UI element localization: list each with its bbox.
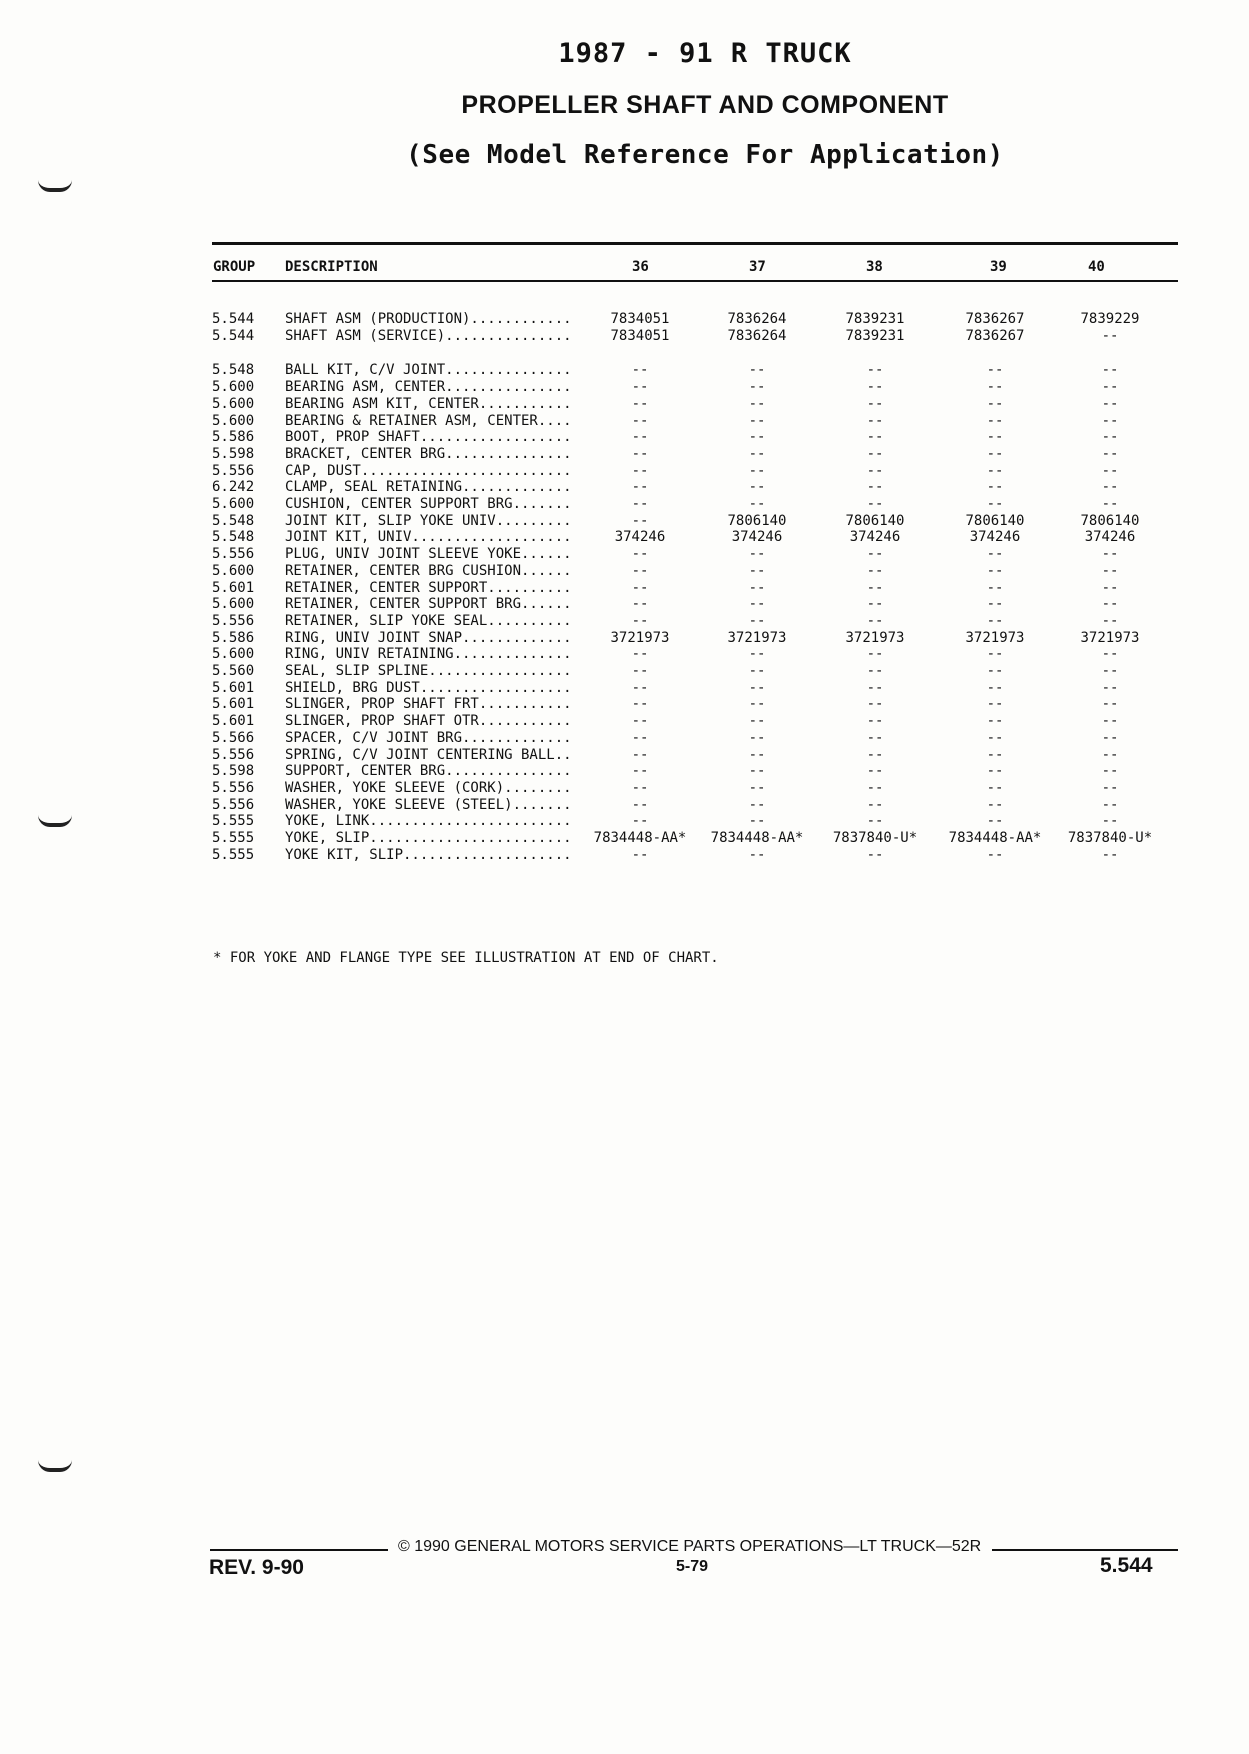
footer-rule-right [992,1549,1178,1551]
part-number-cell: -- [1101,646,1119,662]
group-cell: 5.586 [212,630,255,646]
part-number-cell: -- [866,563,884,579]
part-number-cell: -- [866,580,884,596]
group-cell: 5.601 [212,580,255,596]
part-number-cell: -- [986,546,1004,562]
part-number-cell: -- [748,646,766,662]
group-cell: 5.556 [212,613,255,629]
group-cell: 5.555 [212,813,255,829]
table-row [0,680,1249,697]
part-number-cell: -- [631,463,649,479]
part-number-cell: -- [1101,680,1119,696]
description-cell: SLINGER, PROP SHAFT OTR........... [285,713,572,729]
column-header-39: 39 [990,259,1007,275]
group-cell: 5.548 [212,529,255,545]
part-number-cell: -- [631,646,649,662]
group-cell: 5.598 [212,446,255,462]
part-number-cell: 374246 [1084,529,1136,545]
part-number-cell: 7834051 [610,328,670,344]
description-cell: RETAINER, SLIP YOKE SEAL.......... [285,613,572,629]
punch-hole-mark [38,1460,72,1472]
part-number-cell: 374246 [849,529,901,545]
part-number-cell: -- [631,429,649,445]
table-row [0,646,1249,663]
part-number-cell: 374246 [731,529,783,545]
table-row [0,429,1249,446]
part-number-cell: -- [986,797,1004,813]
part-number-cell: 7834448-AA* [948,830,1042,846]
part-number-cell: -- [866,730,884,746]
group-cell: 5.544 [212,328,255,344]
page-number: 5-79 [676,1558,709,1575]
part-number-cell: -- [1101,563,1119,579]
table-row [0,813,1249,830]
part-number-cell: -- [1101,580,1119,596]
part-number-cell: -- [1101,479,1119,495]
part-number-cell: -- [748,446,766,462]
part-number-cell: 374246 [614,529,666,545]
column-header-40: 40 [1088,259,1105,275]
column-header-36: 36 [632,259,649,275]
revision-label: REV. 9-90 [209,1556,304,1579]
part-number-cell: -- [1101,747,1119,763]
part-number-cell: -- [631,847,649,863]
part-number-cell: -- [748,596,766,612]
part-number-cell: -- [1101,713,1119,729]
part-number-cell: -- [986,396,1004,412]
part-number-cell: -- [1101,780,1119,796]
part-number-cell: -- [986,379,1004,395]
description-cell: SEAL, SLIP SPLINE................. [285,663,572,679]
part-number-cell: -- [986,463,1004,479]
part-number-cell: -- [631,362,649,378]
part-number-cell: -- [748,362,766,378]
description-cell: RING, UNIV RETAINING.............. [285,646,572,662]
part-number-cell: -- [748,730,766,746]
group-cell: 5.566 [212,730,255,746]
table-row [0,546,1249,563]
part-number-cell: -- [631,580,649,596]
part-number-cell: -- [866,446,884,462]
part-number-cell: 7839231 [845,328,905,344]
page-subtitle: PROPELLER SHAFT AND COMPONENT [461,91,949,119]
description-cell: BEARING ASM, CENTER............... [285,379,572,395]
table-row [0,696,1249,713]
table-row [0,362,1249,379]
part-number-cell: -- [748,429,766,445]
part-number-cell: -- [631,379,649,395]
part-number-cell: -- [631,730,649,746]
part-number-cell: -- [866,362,884,378]
part-number-cell: 3721973 [965,630,1025,646]
group-cell: 5.556 [212,780,255,796]
table-row [0,580,1249,597]
part-number-cell: -- [866,680,884,696]
description-cell: JOINT KIT, UNIV................... [285,529,572,545]
part-number-cell: -- [866,546,884,562]
part-number-cell: 7836267 [965,328,1025,344]
part-number-cell: -- [1101,696,1119,712]
group-cell: 6.242 [212,479,255,495]
description-cell: SHAFT ASM (PRODUCTION)............ [285,311,572,327]
part-number-cell: -- [631,680,649,696]
table-row [0,730,1249,747]
part-number-cell: -- [748,613,766,629]
page-title: 1987 - 91 R TRUCK [558,38,852,69]
part-number-cell: -- [631,446,649,462]
part-number-cell: -- [1101,596,1119,612]
description-cell: YOKE, LINK........................ [285,813,572,829]
group-cell: 5.556 [212,546,255,562]
description-cell: RETAINER, CENTER SUPPORT.......... [285,580,572,596]
footnote: * FOR YOKE AND FLANGE TYPE SEE ILLUSTRATION AT END OF CHART. [213,950,719,966]
table-row [0,663,1249,680]
part-number-cell: -- [1101,328,1119,344]
part-number-cell: -- [748,463,766,479]
part-number-cell: -- [986,747,1004,763]
table-row [0,529,1249,546]
group-cell: 5.600 [212,646,255,662]
part-number-cell: -- [986,429,1004,445]
part-number-cell: 7834448-AA* [593,830,687,846]
part-number-cell: -- [866,813,884,829]
part-number-cell: -- [748,747,766,763]
part-number-cell: 374246 [969,529,1021,545]
part-number-cell: -- [748,413,766,429]
part-number-cell: -- [986,680,1004,696]
description-cell: BRACKET, CENTER BRG............... [285,446,572,462]
part-number-cell: -- [986,446,1004,462]
group-cell: 5.598 [212,763,255,779]
table-row [0,763,1249,780]
description-cell: SLINGER, PROP SHAFT FRT........... [285,696,572,712]
table-row [0,513,1249,530]
part-number-cell: 7834051 [610,311,670,327]
part-number-cell: -- [631,613,649,629]
table-row [0,311,1249,328]
part-number-cell: 3721973 [610,630,670,646]
group-cell: 5.600 [212,596,255,612]
part-number-cell: -- [631,747,649,763]
part-number-cell: -- [866,463,884,479]
part-number-cell: -- [631,563,649,579]
part-number-cell: -- [1101,446,1119,462]
part-number-cell: -- [986,496,1004,512]
part-number-cell: -- [866,496,884,512]
description-cell: SPACER, C/V JOINT BRG............. [285,730,572,746]
group-cell: 5.548 [212,513,255,529]
part-number-cell: -- [631,797,649,813]
part-number-cell: -- [631,713,649,729]
part-number-cell: -- [631,496,649,512]
column-header-37: 37 [749,259,766,275]
table-row [0,847,1249,864]
part-number-cell: -- [866,696,884,712]
part-number-cell: -- [986,479,1004,495]
part-number-cell: -- [748,546,766,562]
description-cell: CUSHION, CENTER SUPPORT BRG....... [285,496,572,512]
part-number-cell: -- [986,813,1004,829]
table-row [0,613,1249,630]
part-number-cell: -- [631,479,649,495]
group-cell: 5.600 [212,379,255,395]
part-number-cell: -- [986,563,1004,579]
description-cell: RETAINER, CENTER SUPPORT BRG...... [285,596,572,612]
table-row [0,780,1249,797]
group-cell: 5.556 [212,463,255,479]
part-number-cell: -- [631,696,649,712]
part-number-cell: -- [1101,463,1119,479]
table-row [0,496,1249,513]
table-row [0,797,1249,814]
description-cell: PLUG, UNIV JOINT SLEEVE YOKE...... [285,546,572,562]
part-number-cell: -- [748,713,766,729]
description-cell: SHIELD, BRG DUST.................. [285,680,572,696]
part-number-cell: -- [631,663,649,679]
part-number-cell: -- [986,763,1004,779]
part-number-cell: -- [986,362,1004,378]
group-cell: 5.600 [212,396,255,412]
part-number-cell: -- [986,413,1004,429]
part-number-cell: -- [748,696,766,712]
description-cell: BALL KIT, C/V JOINT............... [285,362,572,378]
application-note: (See Model Reference For Application) [406,140,1004,170]
part-number-cell: -- [748,680,766,696]
table-row [0,713,1249,730]
part-number-cell: 7839231 [845,311,905,327]
copyright-line: © 1990 GENERAL MOTORS SERVICE PARTS OPERATIONS—LT TRUCK—52R [398,1538,982,1555]
part-number-cell: -- [866,713,884,729]
description-cell: RING, UNIV JOINT SNAP............. [285,630,572,646]
part-number-cell: -- [748,563,766,579]
part-number-cell: 7836267 [965,311,1025,327]
part-number-cell: -- [986,696,1004,712]
part-number-cell: -- [748,780,766,796]
description-cell: CAP, DUST......................... [285,463,572,479]
part-number-cell: -- [986,730,1004,746]
part-number-cell: -- [1101,813,1119,829]
group-cell: 5.544 [212,311,255,327]
description-cell: BEARING & RETAINER ASM, CENTER.... [285,413,572,429]
group-cell: 5.560 [212,663,255,679]
part-number-cell: -- [1101,663,1119,679]
part-number-cell: 7837840-U* [1067,830,1153,846]
description-cell: CLAMP, SEAL RETAINING............. [285,479,572,495]
part-number-cell: -- [986,613,1004,629]
part-number-cell: -- [631,413,649,429]
table-row [0,830,1249,847]
part-number-cell: -- [866,396,884,412]
part-number-cell: -- [866,797,884,813]
column-header-38: 38 [866,259,883,275]
part-number-cell: -- [1101,763,1119,779]
part-number-cell: 7836264 [727,311,787,327]
group-cell: 5.600 [212,563,255,579]
section-number: 5.544 [1100,1554,1153,1577]
part-number-cell: -- [631,813,649,829]
part-number-cell: 3721973 [845,630,905,646]
part-number-cell: -- [1101,413,1119,429]
part-number-cell: -- [748,479,766,495]
footer-rule-left [210,1549,388,1551]
part-number-cell: -- [986,663,1004,679]
table-row [0,563,1249,580]
table-row [0,328,1249,345]
group-cell: 5.555 [212,847,255,863]
part-number-cell: -- [631,513,649,529]
table-row [0,446,1249,463]
part-number-cell: -- [986,780,1004,796]
group-cell: 5.556 [212,797,255,813]
part-number-cell: 7839229 [1080,311,1140,327]
part-number-cell: -- [866,613,884,629]
description-cell: SHAFT ASM (SERVICE)............... [285,328,572,344]
part-number-cell: 3721973 [727,630,787,646]
part-number-cell: 7837840-U* [832,830,918,846]
part-number-cell: 7836264 [727,328,787,344]
part-number-cell: -- [748,580,766,596]
part-number-cell: 7806140 [845,513,905,529]
part-number-cell: 3721973 [1080,630,1140,646]
part-number-cell: -- [866,663,884,679]
group-cell: 5.601 [212,696,255,712]
part-number-cell: -- [1101,546,1119,562]
column-header-description: DESCRIPTION [285,259,378,275]
part-number-cell: -- [1101,797,1119,813]
description-cell: JOINT KIT, SLIP YOKE UNIV......... [285,513,572,529]
group-cell: 5.556 [212,747,255,763]
description-cell: YOKE, SLIP........................ [285,830,572,846]
part-number-cell: -- [748,396,766,412]
part-number-cell: 7806140 [965,513,1025,529]
group-cell: 5.600 [212,413,255,429]
group-cell: 5.555 [212,830,255,846]
group-cell: 5.601 [212,680,255,696]
part-number-cell: -- [748,663,766,679]
description-cell: WASHER, YOKE SLEEVE (STEEL)....... [285,797,572,813]
description-cell: BOOT, PROP SHAFT.................. [285,429,572,445]
part-number-cell: -- [631,396,649,412]
description-cell: WASHER, YOKE SLEEVE (CORK)........ [285,780,572,796]
table-row [0,747,1249,764]
part-number-cell: 7806140 [1080,513,1140,529]
part-number-cell: -- [866,780,884,796]
part-number-cell: -- [986,646,1004,662]
part-number-cell: -- [866,596,884,612]
part-number-cell: -- [748,496,766,512]
part-number-cell: -- [631,763,649,779]
part-number-cell: -- [866,479,884,495]
part-number-cell: -- [1101,730,1119,746]
description-cell: RETAINER, CENTER BRG CUSHION...... [285,563,572,579]
column-header-group: GROUP [213,259,256,275]
part-number-cell: -- [1101,847,1119,863]
part-number-cell: -- [986,596,1004,612]
table-row [0,479,1249,496]
description-cell: SPRING, C/V JOINT CENTERING BALL.. [285,747,572,763]
table-row [0,630,1249,647]
part-number-cell: -- [866,646,884,662]
part-number-cell: -- [748,847,766,863]
part-number-cell: -- [986,713,1004,729]
table-row [0,463,1249,480]
part-number-cell: -- [631,596,649,612]
part-number-cell: -- [866,747,884,763]
part-number-cell: -- [631,546,649,562]
part-number-cell: -- [986,580,1004,596]
part-number-cell: -- [748,813,766,829]
part-number-cell: -- [1101,496,1119,512]
table-row [0,596,1249,613]
part-number-cell: -- [1101,613,1119,629]
part-number-cell: -- [1101,396,1119,412]
description-cell: YOKE KIT, SLIP.................... [285,847,572,863]
part-number-cell: -- [866,847,884,863]
part-number-cell: -- [866,763,884,779]
part-number-cell: -- [866,429,884,445]
part-number-cell: 7806140 [727,513,787,529]
table-row [0,379,1249,396]
part-number-cell: -- [986,847,1004,863]
part-number-cell: 7834448-AA* [710,830,804,846]
table-row [0,413,1249,430]
table-row [0,396,1249,413]
group-cell: 5.600 [212,496,255,512]
description-cell: SUPPORT, CENTER BRG............... [285,763,572,779]
part-number-cell: -- [866,413,884,429]
part-number-cell: -- [748,763,766,779]
part-number-cell: -- [866,379,884,395]
part-number-cell: -- [631,780,649,796]
part-number-cell: -- [1101,429,1119,445]
part-number-cell: -- [1101,379,1119,395]
group-cell: 5.601 [212,713,255,729]
part-number-cell: -- [748,379,766,395]
part-number-cell: -- [1101,362,1119,378]
part-number-cell: -- [748,797,766,813]
description-cell: BEARING ASM KIT, CENTER........... [285,396,572,412]
group-cell: 5.548 [212,362,255,378]
group-cell: 5.586 [212,429,255,445]
